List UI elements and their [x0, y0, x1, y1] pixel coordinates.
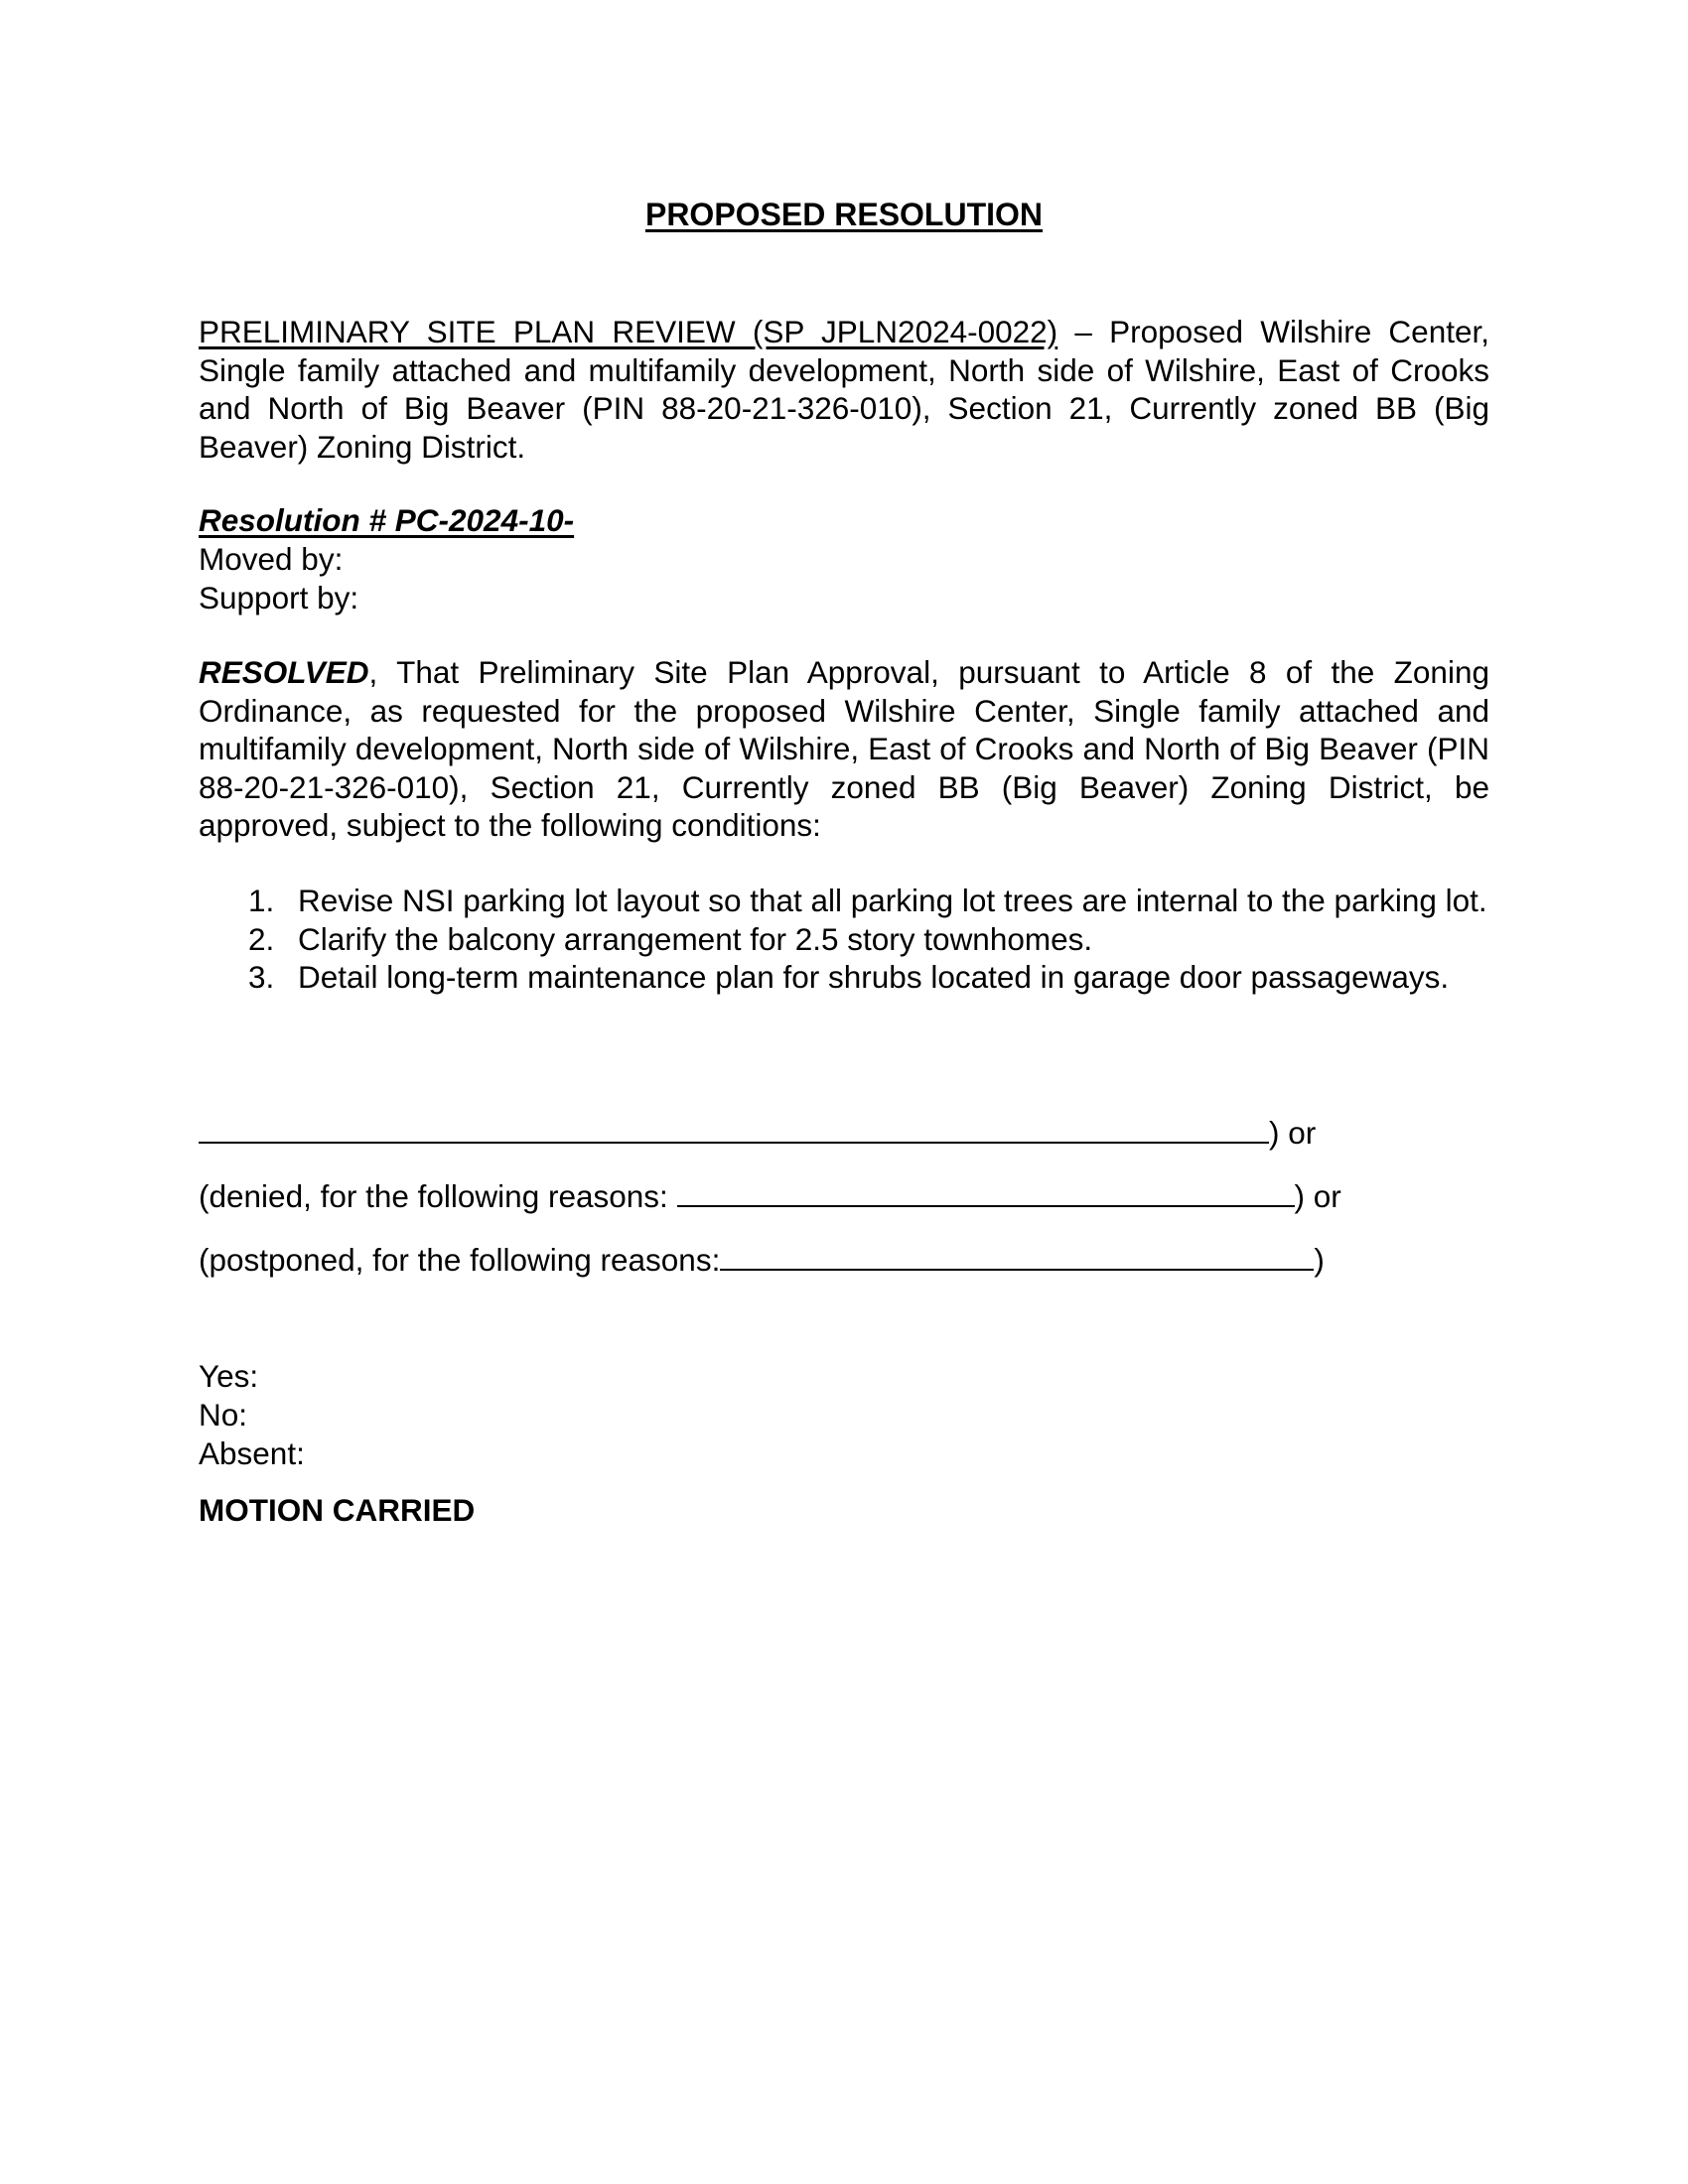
resolved-paragraph: [199, 653, 1489, 845]
approve-blank-line: [199, 1116, 1269, 1144]
condition-item: [199, 882, 1489, 920]
resolution-number: Resolution # PC-2024-10-: [199, 502, 575, 538]
vote-no-label: No:: [199, 1397, 248, 1433]
postponed-suffix: ): [1314, 1242, 1325, 1278]
resolved-keyword: RESOLVED: [199, 654, 369, 690]
intro-paragraph: [199, 313, 1489, 466]
denied-row: [199, 1177, 1341, 1216]
postponed-blank-line: [720, 1243, 1314, 1271]
conditions-list: [199, 882, 1489, 997]
denied-suffix: ) or: [1294, 1178, 1341, 1214]
approve-suffix: ) or: [1269, 1115, 1317, 1151]
condition-text: Revise NSI parking lot layout so that all parking lot trees are internal to the parking lot.: [298, 883, 1487, 918]
condition-item: [199, 920, 1489, 959]
condition-number: 2.: [248, 920, 275, 957]
intro-text: – Proposed Wilshire Center, Single family attached and multifamily development, North side of Wilshire, East of Crooks and North of Big Beaver (PIN 88-20-21-326-010), Section 21, Currently zoned BB (Big Beaver) Zoning District.: [199, 314, 1489, 465]
motion-outcome: MOTION CARRIED: [199, 1492, 476, 1528]
condition-number: 3.: [248, 959, 275, 995]
condition-number: 1.: [248, 883, 275, 918]
condition-text: Clarify the balcony arrangement for 2.5 story townhomes.: [298, 920, 1093, 957]
support-by-label: Support by:: [199, 580, 359, 615]
postponed-row: [199, 1241, 1325, 1280]
postponed-prefix: (postponed, for the following reasons:: [199, 1242, 721, 1278]
vote-absent-label: Absent:: [199, 1435, 305, 1471]
condition-text: Detail long-term maintenance plan for shrubs located in garage door passageways.: [298, 959, 1450, 995]
resolved-text: , That Preliminary Site Plan Approval, pursuant to Article 8 of the Zoning Ordinance, as requested for the proposed Wilshire Center, Single family attached and multifamily development, North side of Wilshire, East of Crooks and North of Big Beaver (PIN 88-20-21-326-010), Section 21, Currently zoned BB (Big Beaver) Zoning District, be approved, subject to the following conditions:: [199, 654, 1489, 843]
moved-by-label: Moved by:: [199, 541, 344, 577]
condition-item: [199, 958, 1489, 997]
case-reference: PRELIMINARY SITE PLAN REVIEW (SP JPLN2024-0022): [199, 314, 1058, 349]
denied-blank-line: [677, 1179, 1295, 1207]
document-page: [199, 0, 1489, 2184]
page-title: PROPOSED RESOLUTION: [644, 197, 1044, 232]
denied-prefix: (denied, for the following reasons:: [199, 1178, 677, 1214]
approve-blank-row: [199, 1114, 1316, 1153]
vote-yes-label: Yes:: [199, 1358, 259, 1394]
